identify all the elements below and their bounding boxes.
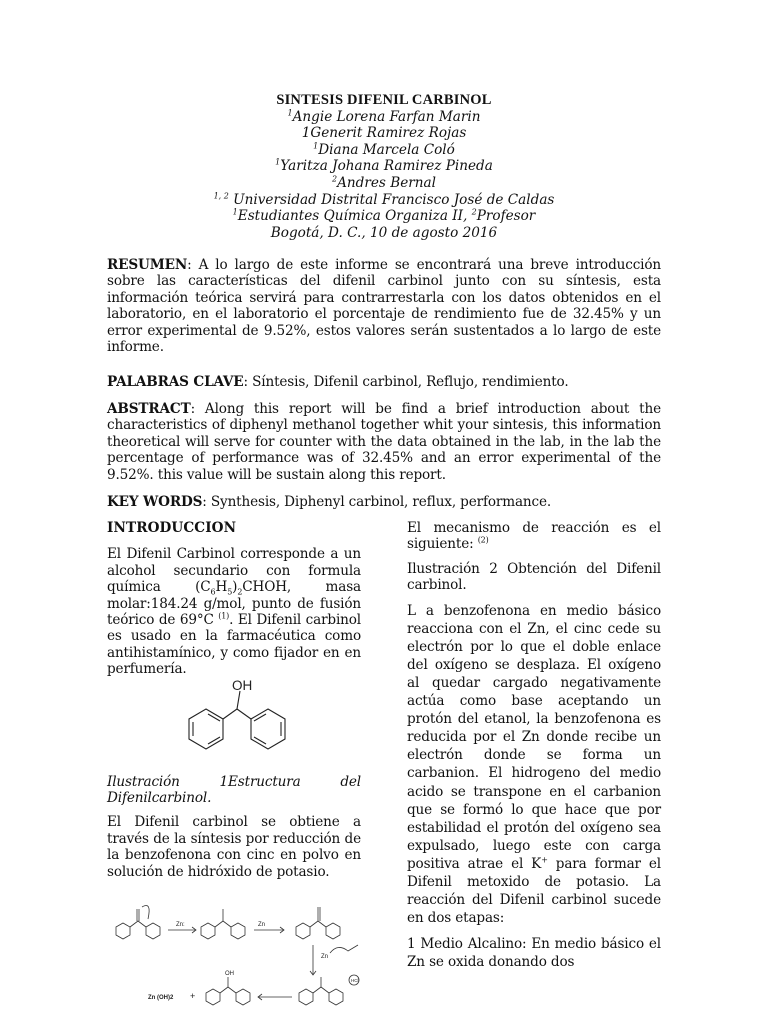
right-phenyl-ring — [251, 709, 285, 749]
mech-ethanol-chain — [330, 945, 358, 953]
hydroxyl-bond — [237, 691, 240, 709]
paper-header — [100, 92, 668, 241]
keywords-text: : Synthesis, Diphenyl carbinol, reflux, performance. — [202, 494, 552, 510]
mech-label-zn-3: Zn — [321, 954, 329, 960]
place-date: Bogotá, D. C., 10 de agosto 2016 — [270, 224, 498, 241]
author-4: $^1$Yaritza Johana Ramirez Pineda — [275, 157, 493, 175]
mech-bond — [321, 987, 329, 993]
mech-label-zinc-hydroxide: Zn (OH)2 — [148, 995, 174, 1001]
mech-label-plus: + — [190, 991, 196, 1001]
mech-ring — [231, 923, 245, 939]
figure-1-caption: Ilustración 1Estructura del Difenilcarbinol. — [107, 773, 361, 807]
mech-label-zn-1: Zn: — [176, 922, 185, 928]
mech-bond — [318, 921, 326, 927]
author-3: $^1$Diana Marcela Coló — [313, 141, 455, 158]
resumen-label: RESUMEN — [107, 257, 188, 273]
left-carbon-bond — [223, 709, 237, 719]
right-ring-double-bond-3 — [254, 714, 266, 721]
resumen-text: : A lo largo de este informe se encontrará una breve introducción sobre las características del difenil carbinol junto con su síntesis, esta información teórica servirá para contrarrestarla con los datos obtenidos en el laboratorio, en el laboratorio el porcentaje de rendimiento fue de 32.45% y un error experimental de 9.52%, estos valores serán sustentados a lo largo de este informe. — [107, 257, 661, 356]
mech-bond — [220, 987, 228, 993]
left-ring-double-bond-2 — [208, 737, 220, 744]
mech-ring — [296, 923, 310, 939]
author-5: $^2$Andres Bernal — [332, 174, 436, 191]
mech-bond — [310, 921, 318, 927]
palabras-clave-paragraph — [107, 374, 661, 390]
mechanism-explanation-paragraph: L a benzofenona en medio básico reacciona con el Zn, el cinc cede su electrón por lo que el doble enlace del oxígeno se desplaza. El oxígeno al quedar cargado negativamente actúa como base aceptando un protón del etanol, la benzofenona es reducida por el Zn donde recibe un electrón donde se forma un carbanion. El hidrogeno del medio acido se transpone en el carbanion que se formó lo que hace que por estabilidad el protón del oxígeno sea expulsado, luego este con carga positiva atrae el K+ para formar el Difenil metoxido de potasio. La reacción del Difenil carbinol sucede en dos etapas: — [407, 602, 661, 927]
mech-bond — [215, 921, 223, 927]
mech-label-oh: OH — [225, 971, 234, 977]
right-ring-double-bond-2 — [254, 737, 266, 744]
abstract-text: : Along this report will be find a brief introduction about the characteristics of diphenyl methanol together whit your sintesis, this information theoretical will serve for counter with the data obtained in the lab, in the lab the percentage of performance was of 32.45% and an error experimental of the 9.52%. this value will be sustain along this report. — [107, 401, 661, 483]
mech-ring — [206, 989, 220, 1005]
right-column — [407, 520, 661, 979]
left-ring-double-bond-3 — [208, 714, 220, 721]
mech-label-hcl: HCl — [351, 978, 359, 983]
mech-label-zn-2: Zn — [258, 922, 266, 928]
mech-bond — [313, 987, 321, 993]
mech-ring — [329, 989, 343, 1005]
mech-ring — [116, 923, 130, 939]
mech-bond — [228, 987, 236, 993]
affiliation: $^{1, 2}$ Universidad Distrital Francisco José de Caldas — [213, 191, 555, 208]
mech-ring — [299, 989, 313, 1005]
author-2: 1Generit Ramirez Rojas — [301, 125, 467, 142]
mech-ring — [326, 923, 340, 939]
keywords-label: KEY WORDS — [107, 494, 203, 510]
keywords-paragraph — [107, 494, 661, 510]
mechanism-intro-paragraph: El mecanismo de reacción es el siguiente: $^{(2)}$ — [407, 520, 661, 553]
paper-title: SINTESIS DIFENIL CARBINOL — [276, 92, 492, 108]
intro-paragraph-2: El Difenil carbinol se obtiene a través de la síntesis por reducción de la benzofenona con cinc en polvo en solución de hidróxido de potasio. — [107, 814, 361, 880]
reaction-mechanism-image — [108, 893, 373, 1020]
author-1: $^1$Angie Lorena Farfan Marin — [287, 108, 481, 125]
mech-bond — [130, 921, 138, 927]
hydroxyl-label: OH — [232, 678, 253, 693]
introduccion-heading: INTRODUCCION — [107, 520, 237, 536]
right-carbon-bond — [237, 709, 251, 719]
resumen-paragraph — [107, 257, 661, 355]
mech-bond — [223, 921, 231, 927]
abstract-paragraph — [107, 401, 661, 483]
palabras-clave-text: : Síntesis, Difenil carbinol, Reflujo, rendimiento. — [243, 374, 569, 390]
mech-bond — [138, 921, 146, 927]
figure-2-caption: Ilustración 2 Obtención del Difenil carbinol. — [407, 560, 661, 594]
mech-ring — [236, 989, 250, 1005]
alkaline-medium-paragraph: 1 Medio Alcalino: En medio básico el Zn se oxida donando dos — [407, 936, 661, 971]
mech-curved-arrow — [142, 906, 149, 920]
palabras-clave-label: PALABRAS CLAVE — [107, 374, 244, 390]
mech-ring — [201, 923, 215, 939]
left-phenyl-ring — [189, 709, 223, 749]
intro-paragraph-1: El Difenil Carbinol corresponde a un alcohol secundario con formula química $(C_6H_5)_2CHOH$, masa molar:184.24 g/mol, punto de fusión teórico de 69°C $^{(1)}$. El Difenil carbinol es usado en la farmacéutica como antihistamínico, y como fijador en en perfumería. — [107, 546, 362, 678]
diphenylcarbinol-structure-image — [170, 677, 305, 759]
mech-ring — [146, 923, 160, 939]
roles: $^1$Estudiantes Química Organiza II, $^2$Profesor — [232, 207, 536, 225]
abstract-label: ABSTRACT — [107, 401, 191, 417]
